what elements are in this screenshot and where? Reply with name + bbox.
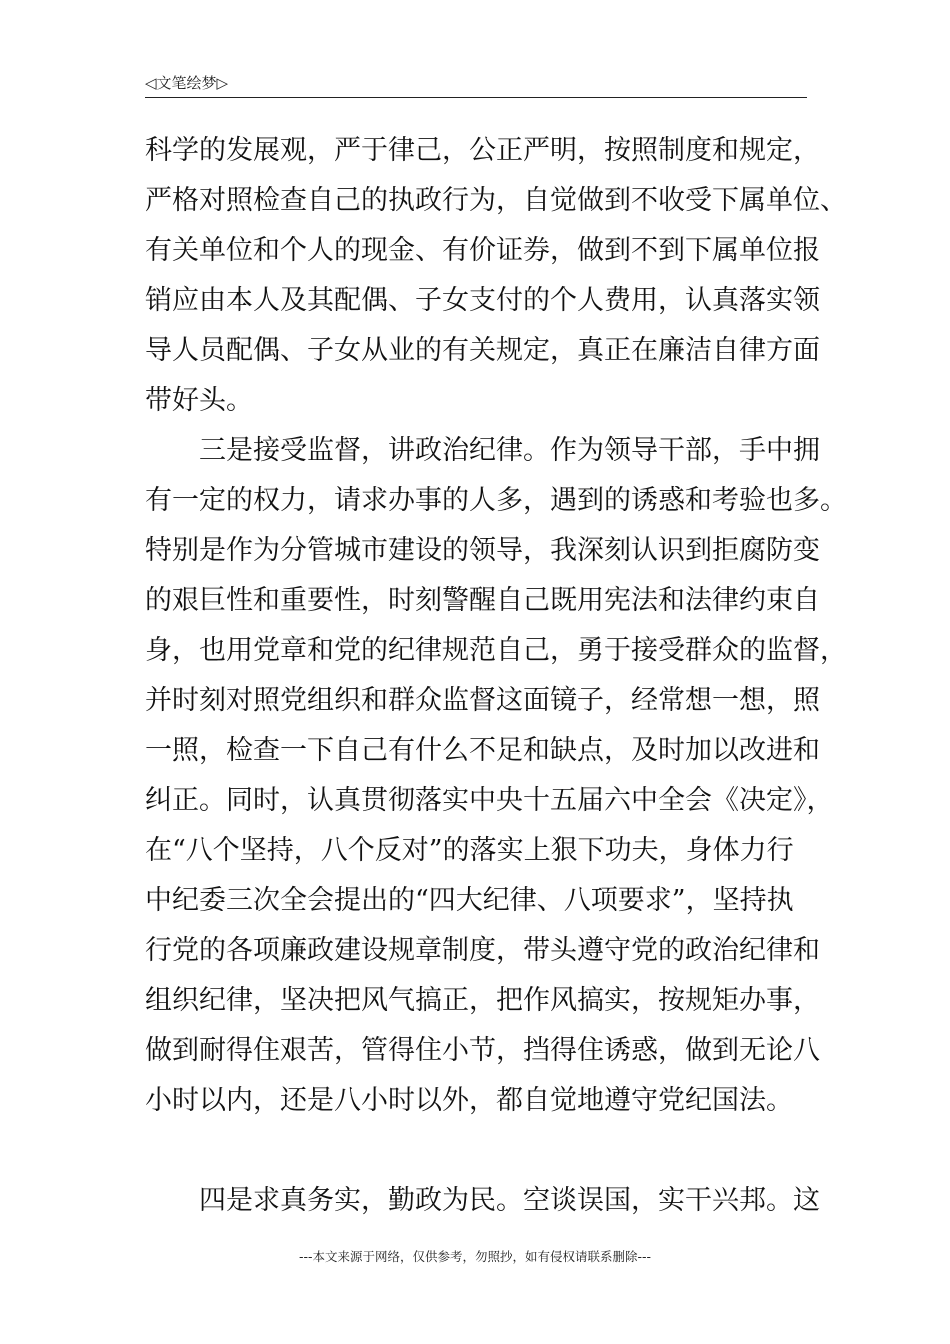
text-line: 在“八个坚持，八个反对”的落实上狠下功夫，身体力行 [145, 835, 794, 866]
text-line: 有一定的权力，请求办事的人多，遇到的诱惑和考验也多。 [145, 485, 847, 516]
text-line: 做到耐得住艰苦，管得住小节，挡得住诱惑，做到无论八 [145, 1035, 820, 1066]
text-line: 并时刻对照党组织和群众监督这面镜子，经常想一想，照 [145, 685, 820, 716]
paragraph-start-line: 三是接受监督，讲政治纪律。作为领导干部，手中拥 [199, 435, 820, 466]
text-line: 一照，检查一下自己有什么不足和缺点，及时加以改进和 [145, 735, 820, 766]
text-line: 的艰巨性和重要性，时刻警醒自己既用宪法和法律约束自 [145, 585, 820, 616]
text-line: 严格对照检查自己的执政行为，自觉做到不收受下属单位、 [145, 185, 847, 216]
text-line: 销应由本人及其配偶、子女支付的个人费用，认真落实领 [145, 285, 820, 316]
document-body [145, 128, 847, 1228]
text-line: 科学的发展观，严于律己，公正严明，按照制度和规定， [145, 135, 820, 166]
document-header: ◁文笔绘梦▷ [145, 74, 229, 92]
text-line: 身，也用党章和党的纪律规范自己，勇于接受群众的监督， [145, 635, 847, 666]
text-line: 带好头。 [145, 385, 253, 416]
paragraph-gap [145, 1128, 817, 1178]
footer-disclaimer: ---本文来源于网络，仅供参考，勿照抄，如有侵权请联系删除--- [298, 1249, 652, 1264]
text-line: 特别是作为分管城市建设的领导，我深刻认识到拒腐防变 [145, 535, 820, 566]
header-divider [145, 97, 807, 98]
text-line: 组织纪律，坚决把风气搞正，把作风搞实，按规矩办事， [145, 985, 820, 1016]
text-line: 导人员配偶、子女从业的有关规定，真正在廉洁自律方面 [145, 335, 820, 366]
text-line: 中纪委三次全会提出的“四大纪律、八项要求”，坚持执 [145, 885, 794, 916]
text-line: 行党的各项廉政建设规章制度，带头遵守党的政治纪律和 [145, 935, 820, 966]
text-line: 有关单位和个人的现金、有价证券，做到不到下属单位报 [145, 235, 820, 266]
text-line: 小时以内，还是八小时以外，都自觉地遵守党纪国法。 [145, 1085, 793, 1116]
paragraph-start-line: 四是求真务实，勤政为民。空谈误国，实干兴邦。这 [199, 1185, 820, 1216]
text-line: 纠正。同时，认真贯彻落实中央十五届六中全会《决定》， [145, 785, 834, 816]
